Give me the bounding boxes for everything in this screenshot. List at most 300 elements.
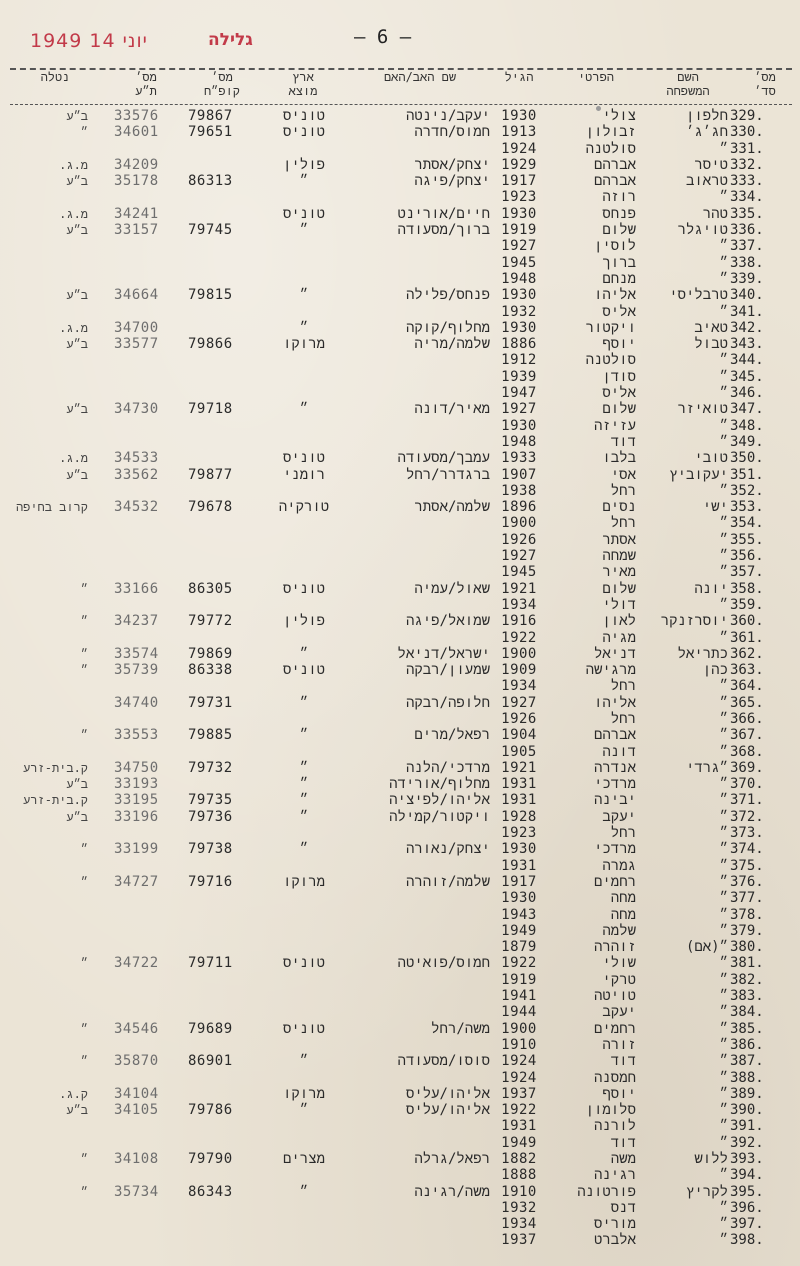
- cell-first: עזיזה: [593, 417, 636, 434]
- cell-year: 1882: [501, 1151, 537, 1167]
- cell-family: ״: [719, 710, 728, 727]
- table-row: [0, 1004, 800, 1020]
- cell-num1: 33577: [114, 336, 159, 353]
- cell-mark: ק.בית-זרע: [23, 760, 88, 775]
- cell-origin: ״: [299, 694, 309, 711]
- cell-family: ״: [719, 531, 728, 548]
- cell-idx: 353.: [730, 499, 764, 516]
- cell-parents: מרדכי/הלנה: [405, 759, 490, 776]
- cell-origin: ״: [299, 808, 309, 825]
- cell-family: ״: [719, 385, 728, 402]
- cell-idx: 392.: [730, 1134, 764, 1151]
- cell-num1: 34601: [114, 124, 159, 141]
- cell-first: פנחס: [602, 205, 636, 222]
- cell-first: דוד: [610, 1134, 636, 1151]
- cell-year: 1912: [501, 352, 537, 369]
- cell-family: ״: [719, 433, 728, 450]
- cell-first: שלום: [602, 222, 636, 239]
- cell-parents: שאול/עמיה: [414, 580, 490, 597]
- cell-num1: 34532: [114, 499, 159, 516]
- cell-origin: מרוקו: [282, 336, 325, 353]
- cell-idx: 373.: [730, 825, 764, 842]
- cell-idx: 344.: [730, 352, 764, 369]
- cell-year: 1888: [501, 1167, 537, 1184]
- cell-idx: 362.: [730, 645, 764, 662]
- cell-family: ״: [719, 1069, 728, 1086]
- cell-num2: 79866: [188, 336, 233, 353]
- cell-year: 1949: [501, 922, 537, 939]
- cell-first: רגינה: [593, 1167, 636, 1184]
- cell-idx: 381.: [730, 955, 764, 972]
- cell-year: 1926: [501, 531, 537, 548]
- cell-year: 1922: [501, 955, 537, 972]
- cell-first: רחמים: [593, 873, 636, 890]
- cell-idx: 379.: [730, 922, 764, 939]
- cell-mark: ב״ע: [66, 109, 88, 123]
- cell-year: 1934: [501, 678, 537, 695]
- cell-first: יוסף: [602, 1085, 636, 1102]
- cell-parents: סוסו/מסעודה: [397, 1053, 490, 1070]
- cell-family: ״: [719, 1232, 728, 1249]
- cell-origin: טוניס: [282, 662, 325, 679]
- cell-first: שולי: [602, 955, 636, 972]
- cell-first: רחמים: [593, 1020, 636, 1037]
- cell-origin: טוניס: [282, 450, 325, 467]
- cell-idx: 388.: [730, 1069, 764, 1086]
- cell-idx: 334.: [730, 189, 764, 206]
- cell-year: 1900: [501, 515, 537, 532]
- cell-parents: עמבך/מסעודה: [397, 450, 490, 467]
- cell-family: ״: [719, 548, 728, 565]
- table-row: [0, 564, 800, 580]
- cell-family: ללוש: [694, 1151, 728, 1167]
- cell-first: לאון: [602, 613, 636, 630]
- cell-first: אסי: [610, 466, 636, 483]
- cell-first: זוהרה: [593, 939, 636, 956]
- table-row: [0, 108, 800, 124]
- cell-mark: ״: [80, 125, 88, 140]
- cell-family: ״: [719, 564, 728, 581]
- cell-num1: 34108: [114, 1151, 159, 1167]
- cell-year: 1931: [501, 1118, 537, 1135]
- table-row: [0, 792, 800, 808]
- table-row: [0, 955, 800, 971]
- cell-num2: 79689: [188, 1020, 233, 1037]
- cell-family: ״: [719, 596, 728, 613]
- table-row: [0, 320, 800, 336]
- cell-year: 1945: [501, 564, 537, 581]
- table-row: [0, 662, 800, 678]
- cell-origin: ״: [299, 841, 309, 858]
- cell-family: ״: [719, 857, 728, 874]
- cell-first: לוסין: [593, 238, 636, 255]
- col-header-num1: מס׳ ת״ע: [135, 70, 157, 98]
- cell-family: טבול: [694, 336, 728, 353]
- cell-family: ״: [719, 270, 728, 287]
- cell-family: ״: [719, 368, 728, 385]
- cell-family: ״: [719, 1167, 728, 1184]
- cell-num2: 79869: [188, 645, 233, 662]
- cell-family: טויגלר: [677, 222, 728, 239]
- cell-num1: 34237: [114, 613, 159, 630]
- cell-year: 1907: [501, 466, 537, 483]
- cell-family: ״: [719, 1020, 728, 1037]
- cell-year: 1932: [501, 303, 537, 320]
- cell-mark: ״: [80, 581, 88, 596]
- col-header-family: השם המשפחה: [666, 70, 710, 98]
- cell-first: רוזה: [602, 189, 636, 206]
- cell-num2: 79732: [188, 759, 233, 776]
- cell-first: נסים: [602, 499, 636, 516]
- cell-idx: 372.: [730, 808, 764, 825]
- cell-idx: 395.: [730, 1183, 764, 1200]
- cell-origin: מצרים: [282, 1151, 325, 1167]
- table-row: [0, 776, 800, 792]
- table-row: [0, 189, 800, 205]
- cell-parents: אליהו/עליס: [405, 1085, 490, 1102]
- col-header-parents: שם האב/האם: [383, 70, 457, 84]
- cell-parents: שמעון/רבקה: [405, 662, 490, 679]
- cell-idx: 389.: [730, 1085, 764, 1102]
- cell-year: 1931: [501, 792, 537, 809]
- cell-first: סולטנה: [585, 352, 636, 369]
- cell-first: טויטה: [593, 988, 636, 1005]
- cell-first: מגיה: [602, 629, 636, 646]
- cell-origin: טוניס: [282, 1020, 325, 1037]
- cell-mark: קרוב בחיפה: [15, 500, 88, 515]
- cell-origin: ״: [299, 287, 309, 304]
- cell-mark: מ.ג.: [59, 451, 88, 466]
- cell-family: ״: [719, 890, 728, 907]
- cell-num1: 34730: [114, 401, 159, 418]
- cell-idx: 348.: [730, 417, 764, 434]
- cell-idx: 369.: [730, 759, 764, 776]
- cell-first: מחה: [610, 906, 636, 923]
- cell-origin: טורקיה: [278, 499, 330, 516]
- cell-num2: 79678: [188, 499, 233, 516]
- cell-origin: ״: [299, 792, 309, 809]
- cell-idx: 332.: [730, 156, 764, 173]
- table-row: [0, 222, 800, 238]
- cell-num1: 33576: [114, 108, 159, 124]
- cell-idx: 385.: [730, 1020, 764, 1037]
- cell-year: 1930: [501, 319, 537, 336]
- cell-first: סלומון: [585, 1102, 636, 1119]
- cell-idx: 390.: [730, 1102, 764, 1119]
- cell-parents: יצחק/אסתר: [414, 156, 490, 173]
- cell-origin: ״: [299, 1102, 309, 1119]
- cell-year: 1910: [501, 1183, 537, 1200]
- cell-idx: 337.: [730, 238, 764, 255]
- cell-num1: 34533: [114, 450, 159, 467]
- table-row: [0, 418, 800, 434]
- cell-family: טיסר: [694, 156, 728, 173]
- cell-first: חמסנה: [593, 1069, 636, 1086]
- cell-parents: אליהו/לפיציה: [389, 792, 490, 809]
- cell-mark: ב״ע: [66, 467, 88, 482]
- cell-idx: 352.: [730, 482, 764, 499]
- cell-first: מחה: [610, 890, 636, 907]
- cell-num2: 79735: [188, 792, 233, 809]
- cell-family: ״: [719, 1134, 728, 1151]
- cell-first: דניאל: [593, 645, 636, 662]
- cell-year: 1913: [501, 124, 537, 141]
- cell-year: 1896: [501, 499, 537, 516]
- cell-origin: רומני: [282, 466, 325, 483]
- cell-num2: 86338: [188, 662, 233, 679]
- cell-parents: שלמה/זוהרה: [405, 873, 490, 890]
- cell-first: מרדכי: [593, 841, 636, 858]
- table-row: [0, 173, 800, 189]
- cell-origin: מרוקו: [282, 873, 325, 890]
- cell-year: 1919: [501, 971, 537, 988]
- sheet-label: גלילה: [208, 30, 253, 50]
- cell-idx: 357.: [730, 564, 764, 581]
- cell-num1: 33195: [114, 792, 159, 809]
- cell-idx: 342.: [730, 319, 764, 336]
- cell-num1: 33157: [114, 222, 159, 239]
- cell-first: שלום: [602, 580, 636, 597]
- cell-num1: 33166: [114, 580, 159, 597]
- cell-family: ״: [719, 1102, 728, 1119]
- cell-origin: ״: [299, 222, 309, 239]
- cell-idx: 376.: [730, 873, 764, 890]
- cell-idx: 370.: [730, 776, 764, 793]
- cell-year: 1934: [501, 596, 537, 613]
- cell-first: שלום: [602, 401, 636, 418]
- cell-family: טהר: [702, 205, 728, 222]
- cell-mark: ב״ע: [66, 288, 88, 303]
- table-row: [0, 1037, 800, 1053]
- table-row: [0, 141, 800, 157]
- cell-first: דולי: [602, 596, 636, 613]
- cell-year: 1927: [501, 548, 537, 565]
- cell-idx: 349.: [730, 433, 764, 450]
- cell-origin: טוניס: [282, 580, 325, 597]
- cell-year: 1945: [501, 254, 537, 271]
- cell-num2: 86343: [188, 1183, 233, 1200]
- cell-idx: 363.: [730, 662, 764, 679]
- cell-first: זבולון: [585, 124, 636, 141]
- cell-mark: ב״ע: [66, 402, 88, 417]
- cell-num1: 34105: [114, 1102, 159, 1119]
- cell-origin: טוניס: [282, 955, 325, 972]
- cell-parents: פנחס/פלילה: [405, 287, 490, 304]
- table-row: [0, 1167, 800, 1183]
- cell-year: 1939: [501, 368, 537, 385]
- cell-mark: ״: [80, 1054, 88, 1069]
- cell-year: 1949: [501, 1134, 537, 1151]
- cell-first: ברוך: [602, 254, 636, 271]
- cell-first: מאיר: [602, 564, 636, 581]
- cell-num2: 79786: [188, 1102, 233, 1119]
- table-row: [0, 532, 800, 548]
- cell-year: 1917: [501, 173, 537, 190]
- cell-mark: ב״ע: [66, 223, 88, 238]
- cell-parents: ויקטור/קמילה: [389, 808, 490, 825]
- cell-num2: 86305: [188, 580, 233, 597]
- cell-first: סולטנה: [585, 140, 636, 157]
- cell-year: 1948: [501, 270, 537, 287]
- cell-idx: 347.: [730, 401, 764, 418]
- cell-first: רחל: [610, 678, 636, 695]
- cell-family: ״: [719, 254, 728, 271]
- cell-idx: 359.: [730, 596, 764, 613]
- cell-parents: מאיר/דונה: [414, 401, 490, 418]
- cell-mark: ק.ג.: [59, 1086, 88, 1101]
- cell-first: אברהם: [593, 173, 636, 190]
- cell-family: טרבליסי: [669, 287, 728, 304]
- cell-origin: ״: [299, 727, 309, 744]
- cell-family: ״: [719, 873, 728, 890]
- cell-family: ״: [719, 238, 728, 255]
- table-row: [0, 483, 800, 499]
- cell-year: 1944: [501, 1004, 537, 1021]
- cell-parents: רפאל/גרלה: [414, 1151, 490, 1167]
- cell-parents: משה/רחל: [431, 1020, 490, 1037]
- cell-first: בלבו: [602, 450, 636, 467]
- cell-first: אליס: [602, 303, 636, 320]
- cell-year: 1919: [501, 222, 537, 239]
- cell-year: 1879: [501, 939, 537, 956]
- cell-num2: 79651: [188, 124, 233, 141]
- cell-parents: ברגדרר/רחל: [405, 466, 490, 483]
- cell-mark: ק.בית-זרע: [23, 793, 88, 808]
- cell-parents: ברוך/מסעודה: [397, 222, 490, 239]
- cell-origin: ״: [299, 401, 309, 418]
- cell-parents: יצחק/נאורה: [405, 841, 490, 858]
- cell-year: 1937: [501, 1085, 537, 1102]
- cell-idx: 391.: [730, 1118, 764, 1135]
- cell-parents: שלמה/אסתר: [414, 499, 490, 516]
- cell-idx: 394.: [730, 1167, 764, 1184]
- table-row: [0, 467, 800, 483]
- cell-idx: 364.: [730, 678, 764, 695]
- cell-first: שלמה: [602, 922, 636, 939]
- cell-idx: 387.: [730, 1053, 764, 1070]
- cell-parents: מחלוף/קוקה: [405, 319, 490, 336]
- table-row: [0, 499, 800, 515]
- cell-idx: 360.: [730, 613, 764, 630]
- table-row: [0, 287, 800, 303]
- table-row: [0, 1232, 800, 1248]
- cell-idx: 358.: [730, 580, 764, 597]
- cell-mark: ״: [80, 1152, 88, 1166]
- cell-year: 1928: [501, 808, 537, 825]
- table-row: [0, 1200, 800, 1216]
- cell-idx: 384.: [730, 1004, 764, 1021]
- cell-family: ״: [719, 1004, 728, 1021]
- cell-family: ״: [719, 1216, 728, 1233]
- cell-first: אסתר: [602, 531, 636, 548]
- col-header-year: הגיל: [504, 70, 534, 84]
- cell-family: ״: [719, 189, 728, 206]
- cell-family: יוסרזנקר: [660, 613, 728, 630]
- table-row: [0, 124, 800, 140]
- col-header-origin: ארץ מוצא: [288, 70, 318, 98]
- cell-family: ״: [719, 140, 728, 157]
- cell-idx: 393.: [730, 1151, 764, 1167]
- cell-num1: 33574: [114, 645, 159, 662]
- cell-num2: 79815: [188, 287, 233, 304]
- cell-year: 1943: [501, 906, 537, 923]
- table-row: [0, 613, 800, 629]
- table-row: [0, 1053, 800, 1069]
- col-header-num2: מס׳ קופ״ח: [203, 70, 240, 98]
- cell-mark: ב״ע: [66, 174, 88, 189]
- cell-first: לורנה: [593, 1118, 636, 1135]
- cell-family: ״: [719, 352, 728, 369]
- cell-mark: ״: [80, 1184, 88, 1199]
- cell-first: טרקי: [602, 971, 636, 988]
- cell-num2: 79867: [188, 108, 233, 124]
- cell-family: יעקוביץ: [669, 466, 728, 483]
- cell-origin: פולין: [282, 156, 325, 173]
- table-row: [0, 271, 800, 287]
- table-row: [0, 678, 800, 694]
- cell-idx: 356.: [730, 548, 764, 565]
- cell-origin: טוניס: [282, 124, 325, 141]
- cell-num1: 33562: [114, 466, 159, 483]
- table-row: [0, 581, 800, 597]
- cell-year: 1922: [501, 629, 537, 646]
- cell-year: 1930: [501, 287, 537, 304]
- cell-year: 1923: [501, 189, 537, 206]
- cell-first: רחל: [610, 482, 636, 499]
- cell-num2: 79731: [188, 694, 233, 711]
- cell-origin: ״: [299, 776, 309, 793]
- col-header-idx: מס׳ סד׳: [754, 70, 776, 98]
- cell-num1: 33199: [114, 841, 159, 858]
- cell-num2: 79790: [188, 1151, 233, 1167]
- cell-parents: שמואל/פיגה: [405, 613, 490, 630]
- cell-idx: 341.: [730, 303, 764, 320]
- cell-idx: 346.: [730, 385, 764, 402]
- cell-num1: 35870: [114, 1053, 159, 1070]
- table-row: [0, 238, 800, 254]
- cell-year: 1941: [501, 988, 537, 1005]
- cell-mark: ב״ע: [66, 1103, 88, 1118]
- cell-family: ״: [719, 743, 728, 760]
- cell-family: ״: [719, 303, 728, 320]
- cell-idx: 339.: [730, 270, 764, 287]
- cell-first: יוסף: [602, 336, 636, 353]
- cell-idx: 375.: [730, 857, 764, 874]
- cell-idx: 367.: [730, 727, 764, 744]
- cell-num2: 86313: [188, 173, 233, 190]
- table-row: [0, 206, 800, 222]
- cell-year: 1927: [501, 238, 537, 255]
- table-row: [0, 1151, 800, 1167]
- cell-year: 1904: [501, 727, 537, 744]
- cell-idx: 336.: [730, 222, 764, 239]
- cell-idx: 371.: [730, 792, 764, 809]
- cell-idx: 350.: [730, 450, 764, 467]
- cell-family: ״: [719, 1199, 728, 1216]
- cell-mark: ב״ע: [66, 777, 88, 792]
- cell-year: 1926: [501, 710, 537, 727]
- cell-origin: ״: [299, 759, 309, 776]
- cell-parents: ישראל/דניאל: [397, 645, 490, 662]
- cell-origin: פולין: [282, 613, 325, 630]
- cell-family: ״: [719, 955, 728, 972]
- cell-year: 1922: [501, 1102, 537, 1119]
- table-row: [0, 841, 800, 857]
- table-row: [0, 369, 800, 385]
- cell-num1: 34546: [114, 1020, 159, 1037]
- table-row: [0, 1021, 800, 1037]
- cell-first: גמרה: [602, 857, 636, 874]
